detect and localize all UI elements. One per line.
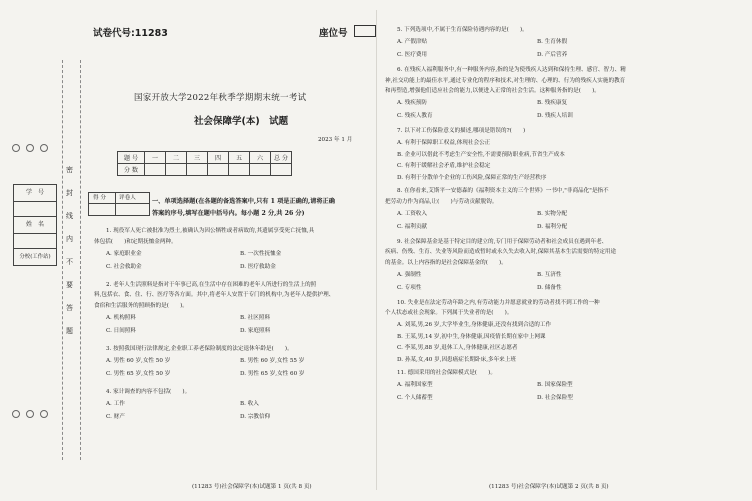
answer-option[interactable]: A. 残疾预防 [397,100,427,106]
question-text: 3. 按照我国现行法律规定,企业职工养老保险制度的法定退休年龄是( )。 [106,345,293,352]
answer-option[interactable]: B. 残疾康复 [537,100,568,106]
answer-option[interactable]: C. 个人储蓄型 [397,395,433,401]
score-header-cell: 二 [166,152,187,164]
answer-option[interactable]: C. 医疗费用 [397,52,428,58]
branch-field[interactable]: 分校(工作站) [19,254,51,260]
answer-option[interactable]: D. 医疗救助金 [240,263,276,270]
answer-option[interactable]: D. 有利于分散单个企业的工伤风险,保障正常的生产经营秩序 [397,174,547,181]
seal-warning-char: 要 [66,281,73,289]
question-text: 和再塑造,增强他们适应社会的能力,以便进入正常的社会生活。这种服务指的是( )。 [385,88,600,94]
exam-code: 试卷代号:11283 [93,28,168,39]
section-instruction: 一、单项选择题(在各题的备选答案中,只有 1 项是正确的,请将正确 [152,198,335,205]
score-cell[interactable] [271,164,292,176]
seal-warning-char: 封 [66,189,73,197]
university-title: 国家开放大学2022年秋季学期期末统一考试 [134,93,307,103]
student-id-blank[interactable] [14,202,56,217]
answer-option[interactable]: C. 有利于缓解社会矛盾,维护社会稳定 [397,163,491,169]
score-header-cell: 一 [145,152,166,164]
binding-hole-icon [12,144,20,152]
binding-hole-icon [26,410,34,418]
seal-warning-char: 密 [66,166,73,174]
student-id-field[interactable]: 学 号 [14,185,56,202]
answer-option[interactable]: D. 宗教信仰 [240,413,271,420]
answer-option[interactable]: C. 日间照料 [106,327,137,334]
footer-left: (11283 号)社会保障学(本)试题第 1 页(共 8 页) [192,484,312,490]
answer-option[interactable]: C. 残疾人教育 [397,113,433,119]
score-header-cell: 总 分 [271,152,292,164]
answer-option[interactable]: A. 刘某,男,26 岁,大学毕业生,身体健康,还没有找到合适的工作 [397,322,552,328]
answer-option[interactable]: C. 福利贡献 [397,223,428,230]
seal-line [62,60,63,460]
question-text: 1. 现役军人死亡被批准为烈士,被确认为因公牺牲或者病故的,其遗属享受死亡抚恤,具 [106,228,315,234]
answer-option[interactable]: B. 实物分配 [537,210,568,217]
question-text: 8. 在你看来,艾斯平一安德森的《福利资本主义的三个世界》一书中,"非商品化"是指不 [397,188,609,194]
answer-option[interactable]: A. 工资收入 [397,210,427,217]
question-text: 2. 老年人生活照料是指对于年事已高,在生活中存在困难的老年人所进行的生活上的照 [106,281,317,288]
page-divider [376,10,377,490]
subject-title: 社会保障学(本) 试题 [194,116,289,127]
question-text: 神,社交功能上的最佳水平,通过专业化的程序和技术,对生理的、心理的、行为的残疾人实施的教育 [385,77,626,84]
answer-option[interactable]: D. 残疾人培训 [537,113,573,119]
score-cell[interactable] [229,164,250,176]
exam-date: 2023 年 1 月 [318,137,353,143]
answer-option[interactable]: B. 收入 [240,400,259,407]
score-header-cell: 四 [208,152,229,164]
answer-option[interactable]: D. 社会保险型 [537,395,573,401]
answer-option[interactable]: B. 生育休假 [537,39,568,45]
grader-score-label: 得 分 [93,195,106,201]
answer-option[interactable]: C. 专项性 [397,284,422,291]
binding-hole-icon [40,144,48,152]
score-header-cell: 六 [250,152,271,164]
seal-warning-char: 题 [66,327,73,335]
answer-option[interactable]: B. 王某,男,14 岁,初中生,身体健康,因疫情长期在家中上网课 [397,333,546,340]
score-cell[interactable] [208,164,229,176]
seal-warning-char: 内 [66,235,73,243]
question-text: 食宿和生活服务的照顾指的是( )。 [94,302,188,309]
score-cell[interactable] [187,164,208,176]
score-cell[interactable] [250,164,271,176]
answer-option[interactable]: A. 机构照料 [106,314,136,321]
question-text: 把劳动力作为商品,让( )与劳动贡献脱钩。 [385,198,498,205]
score-header-cell: 五 [229,152,250,164]
answer-option[interactable]: D. 家庭照料 [240,327,271,334]
seat-number-box[interactable] [354,25,376,37]
question-text: 料,包括衣、食、住、行、医疗等各方面。其中,将老年人安置于专门的机构中,为老年人提供护理、 [94,292,335,298]
answer-option[interactable]: D. 孙某,女,40 岁,因患癌症长期卧床,多年来上班 [397,356,516,363]
grader-divider [89,203,149,204]
answer-option[interactable]: A. 福利国家型 [397,382,433,388]
answer-option[interactable]: C. 社会救助金 [106,263,142,270]
question-text: 体包括( )和定期抚恤金两种。 [94,238,177,245]
seal-warning-char: 不 [66,258,73,266]
score-cell[interactable] [166,164,187,176]
score-row-label: 分 数 [118,164,145,176]
binding-hole-icon [40,410,48,418]
answer-option[interactable]: B. 企业可以借此不考虑生产安全性,不需要预防职业病,节省生产成本 [397,151,565,158]
binding-hole-icon [26,144,34,152]
question-text: 11. 德国采用的社会保障模式是( )。 [397,370,496,376]
score-header-cell: 题 号 [118,152,145,164]
answer-option[interactable]: B. 互济性 [537,271,562,278]
student-name-field[interactable]: 姓 名 [14,217,56,234]
answer-option[interactable]: C. 财产 [106,413,125,420]
question-text: 9. 社会保障基金是基于特定目的建立的,专门用于保障劳动者和社会成员在遇到年老、 [397,238,608,245]
grader-divider [115,193,116,215]
student-name-blank[interactable] [14,234,56,249]
question-text: 10. 失业是在法定劳动年龄之内,有劳动能力并愿意就业的劳动者找不到工作的一种 [397,299,600,306]
score-header-cell: 三 [187,152,208,164]
grader-box [88,192,150,216]
question-text: 4. 家计调查的内容不包括( )。 [106,388,191,395]
footer-right: (11283 号)社会保障学(本)试题第 2 页(共 8 页) [489,484,609,490]
score-table [117,151,292,176]
seal-warning-char: 线 [66,212,73,220]
answer-option[interactable]: A. 有利于保障职工权益,体现社会公正 [397,140,491,146]
answer-option[interactable]: A. 家庭职业金 [106,250,142,257]
answer-option[interactable]: D. 产后营养 [537,52,568,58]
answer-option[interactable]: A. 男性 60 岁,女性 50 岁 [106,357,171,364]
question-text: 个人状态或社会现象。下列属于失业者的是( )。 [385,310,513,316]
question-text: 疾病、伤残、生育、失业等风险而造成暂时或永久失去收入时,保障其基本生活需要的特定用途 [385,249,617,255]
question-text: 7. 以下对工伤保险意义的描述,哪项是错误的?( ) [397,128,526,134]
answer-option[interactable]: C. 男性 65 岁,女性 50 岁 [106,370,171,377]
answer-option[interactable]: B. 一次性抚恤金 [240,250,282,257]
score-cell[interactable] [145,164,166,176]
answer-option[interactable]: B. 社区照料 [240,314,271,321]
grader-reviewer-label: 评卷人 [119,195,136,201]
seal-line [80,60,81,460]
answer-option[interactable]: B. 国家保险型 [537,382,573,388]
section-instruction: 答案的序号,填写在题中括号内。每小题 2 分,共 26 分) [152,210,305,217]
answer-option[interactable]: B. 男性 60 岁,女性 55 岁 [240,357,305,364]
student-info-box [13,184,57,266]
answer-option[interactable]: C. 李某,男,88 岁,退休工人,身体健康,社区志愿者 [397,345,518,351]
answer-option[interactable]: A. 工作 [106,400,125,407]
answer-option[interactable]: D. 男性 65 岁,女性 60 岁 [240,370,305,377]
answer-option[interactable]: D. 储备性 [537,284,562,291]
seal-warning-char: 答 [66,304,73,312]
binding-hole-icon [12,410,20,418]
answer-option[interactable]: A. 强制性 [397,271,422,278]
question-text: 的基金。以上内容指的是社会保障基金的( )。 [385,259,507,266]
answer-option[interactable]: A. 产假津贴 [397,39,427,45]
answer-option[interactable]: D. 福利分配 [537,223,568,230]
seat-label: 座位号 [319,28,348,39]
question-text: 5. 下列选项中,不属于生育保险待遇内容的是( )。 [397,27,528,33]
question-text: 6. 在残疾人福利服务中,有一种服务内容,指的是为使残疾人达到和保持生理、感官、智力、精 [397,67,626,73]
